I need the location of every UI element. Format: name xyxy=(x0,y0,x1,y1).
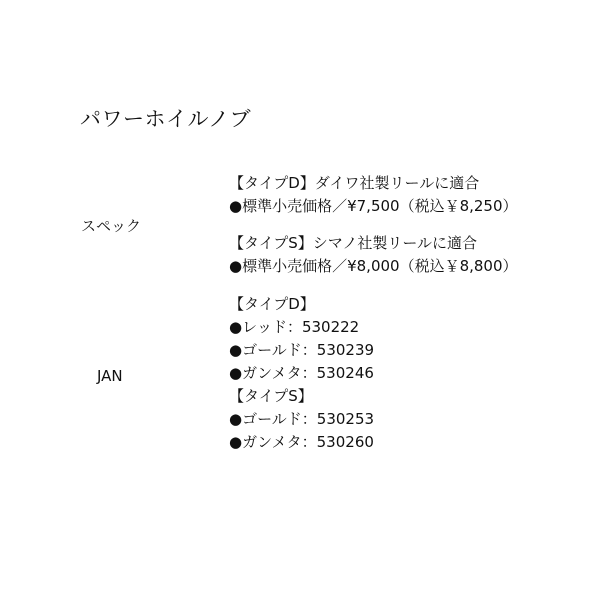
spec-label: スペック xyxy=(81,217,142,235)
jan-line-s-gunmetal: ●ガンメタ：530260 xyxy=(229,433,374,451)
jan-line-d-gunmetal: ●ガンメタ：530246 xyxy=(229,364,374,382)
jan-label: JAN xyxy=(97,367,123,385)
spec-line-price-d: ●標準小売価格／¥7,500（税込￥8,250） xyxy=(229,197,518,215)
page-title: パワーホイルノブ xyxy=(80,107,252,131)
jan-line-s-gold: ●ゴールド：530253 xyxy=(229,410,375,428)
jan-line-d-red: ●レッド：530222 xyxy=(229,318,360,336)
spec-line-type-s: 【タイプS】シマノ社製リールに適合 xyxy=(229,234,478,252)
jan-line-type-d: 【タイプD】 xyxy=(229,295,315,313)
jan-line-d-gold: ●ゴールド：530239 xyxy=(229,341,375,359)
spec-line-type-d: 【タイプD】ダイワ社製リールに適合 xyxy=(229,174,480,192)
jan-line-type-s: 【タイプS】 xyxy=(229,387,313,405)
spec-line-price-s: ●標準小売価格／¥8,000（税込￥8,800） xyxy=(229,257,518,275)
